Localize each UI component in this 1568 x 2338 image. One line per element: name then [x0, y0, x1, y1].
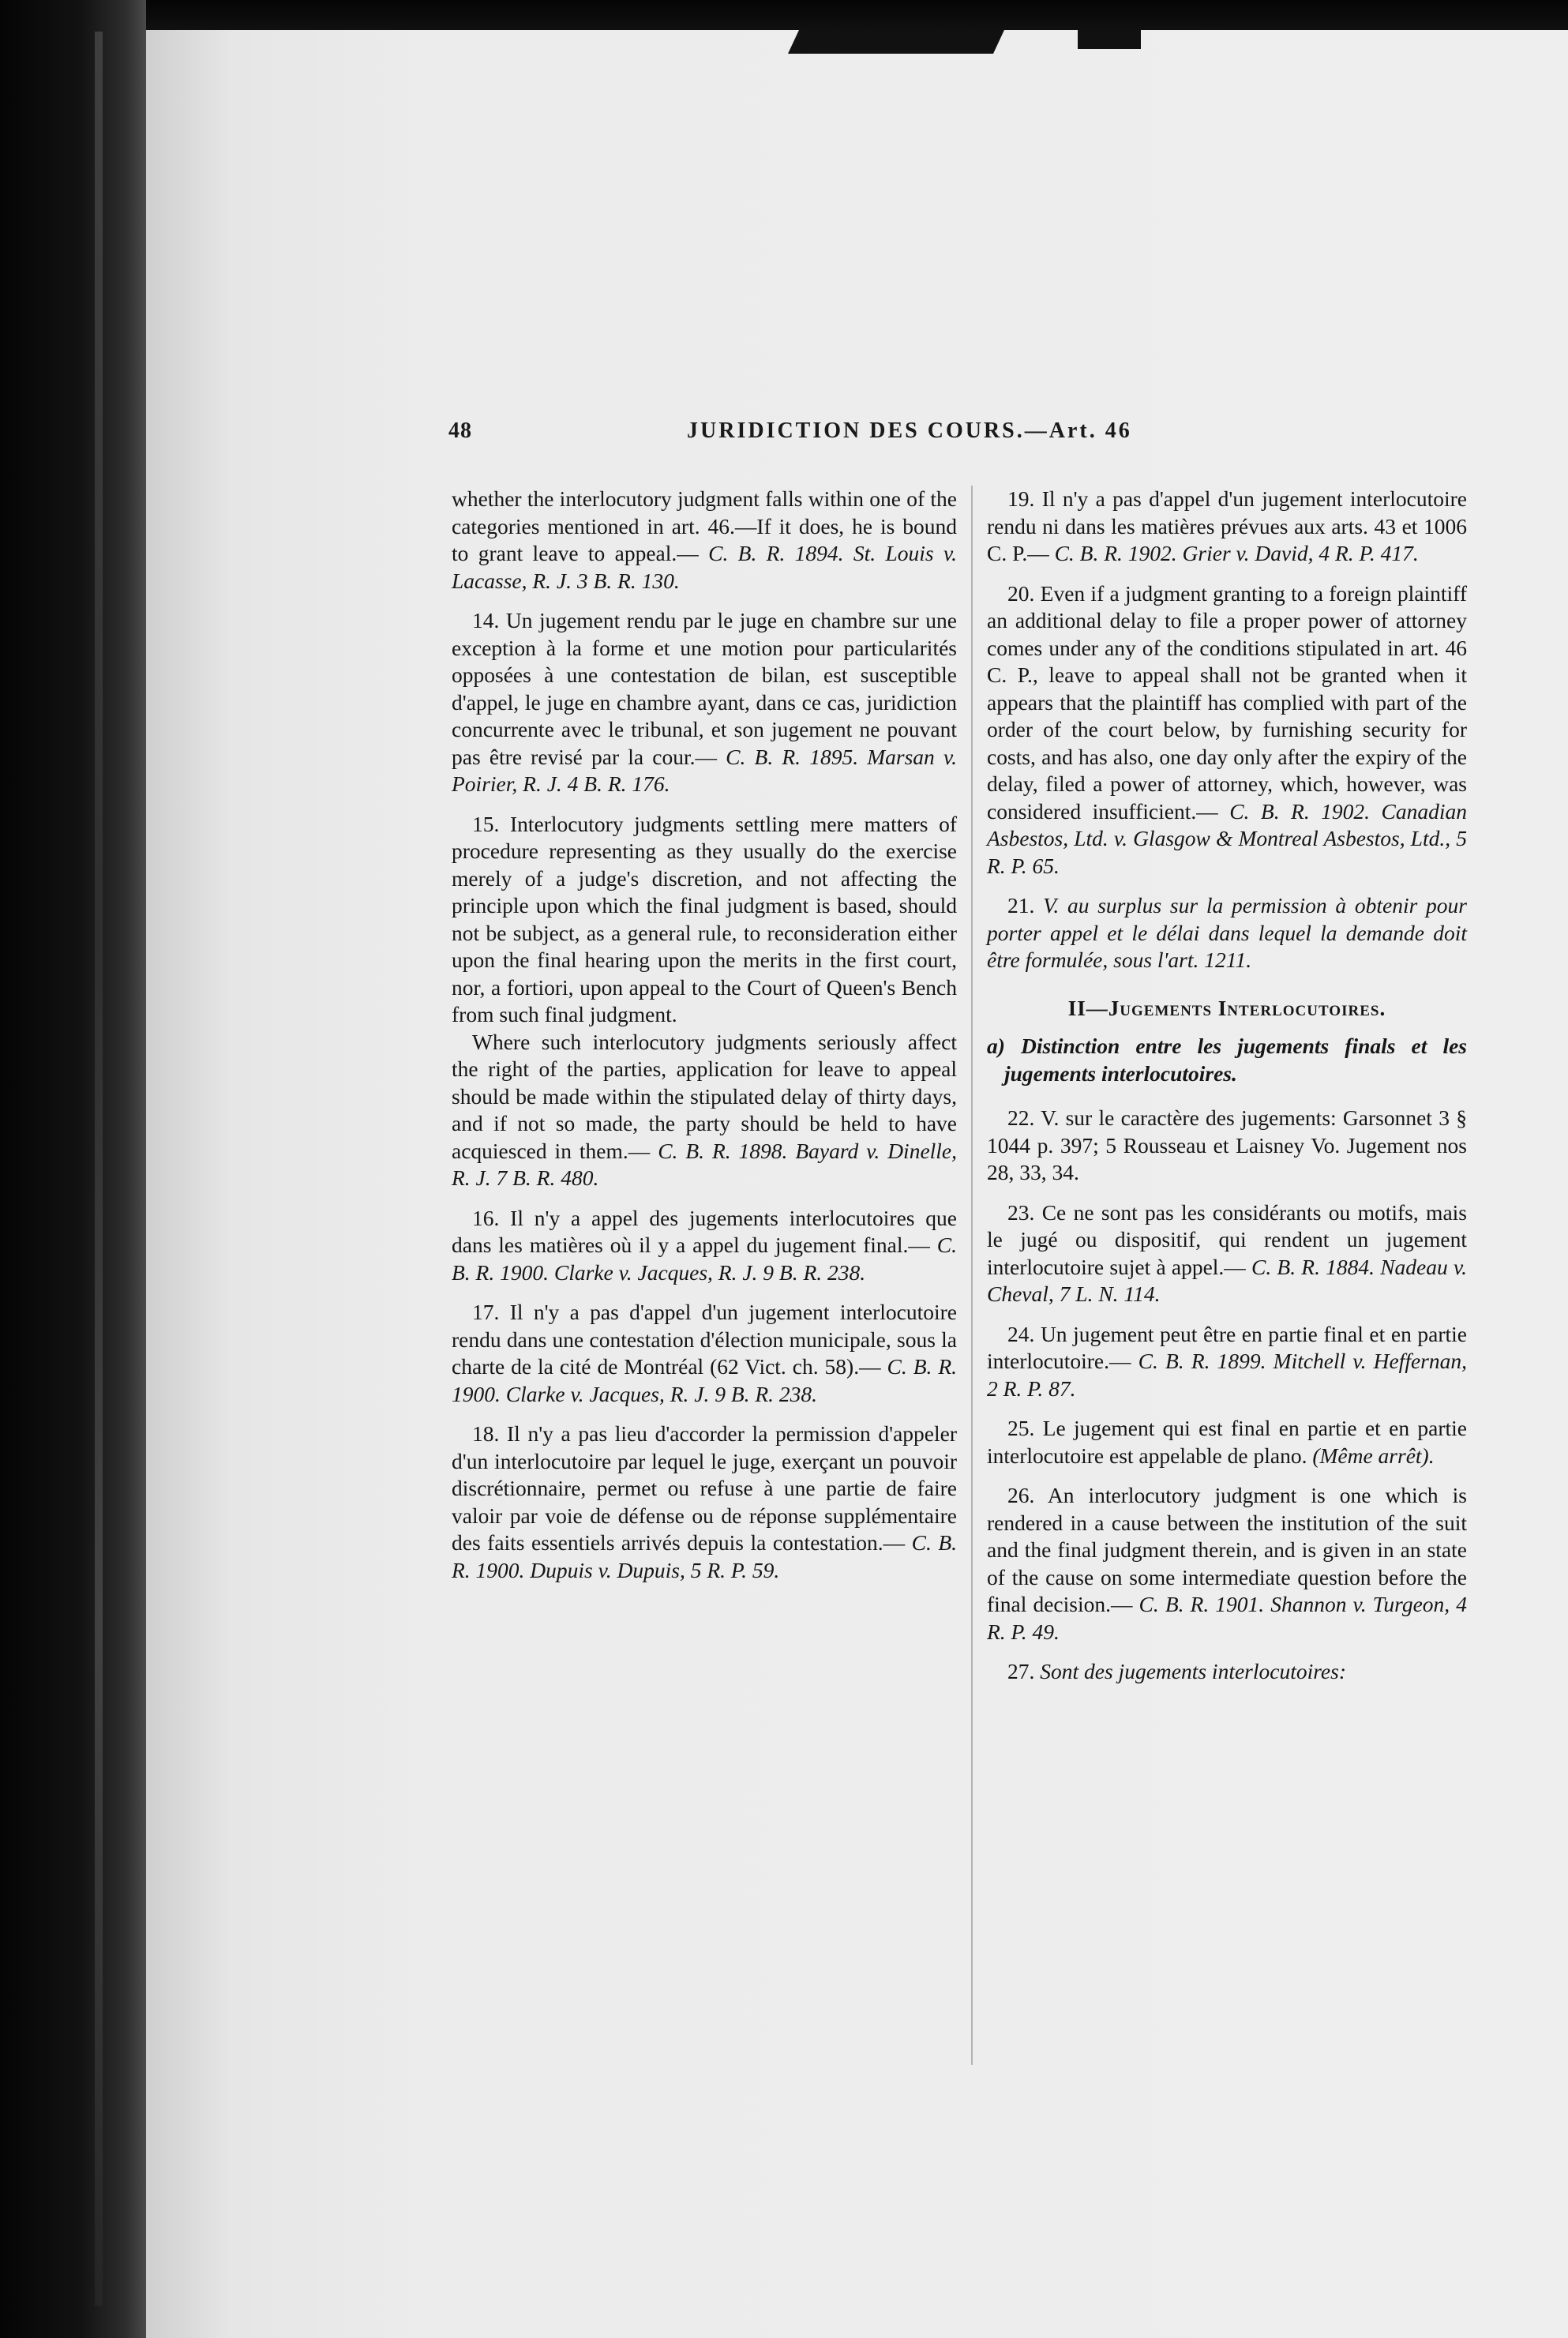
section-heading: II—Jugements Interlocutoires. [1067, 996, 1386, 1020]
citation: C. B. R. 1899. Mitchell v. Heffernan, 2 R. P. 87. [987, 1349, 1467, 1401]
scan-artifact [788, 30, 1004, 54]
citation: C. B. R. 1884. Nadeau v. Cheval, 7 L. N. 114. [987, 1254, 1467, 1306]
right-column [987, 486, 1467, 1698]
citation: C. B. R. 1900. Clarke v. Jacques, R. J. 9 B. R. 238. [452, 1354, 957, 1406]
book-binding-edge [0, 0, 146, 2338]
paragraph-19: 19. Il n'y a pas d'appel d'un jugement interlocutoire rendu ni dans les matières prévues aux arts. 43 et 1006 C. P.— C. B. R. 1902. Grier v. David, 4 R. P. 417. [987, 486, 1467, 565]
paragraph-26: 26. An interlocutory judgment is one which is rendered in a cause between the institution of the suit and the final judgment therein, and is given in an state of the cause on some intermediate question before the final decision.— C. B. R. 1901. Shannon v. Turgeon, 4 R. P. 49. [987, 1483, 1467, 1644]
binding-streak [95, 32, 103, 2306]
paragraph-15: 15. Interlocutory judgments settling mere matters of procedure representing as they usually do the exercise merely of a judge's discretion, and not affecting the principle upon which the final judgment is based, should not be subject, as a general rule, to reconsideration either upon the final hearing upon the merits in the first court, nor, a fortiori, upon appeal to the Court of Queen's Bench from such final judgment. [452, 811, 957, 1026]
running-head: JURIDICTION DES COURS.—Art. 46 [687, 418, 1132, 443]
page-number: 48 [448, 418, 472, 443]
sub-heading: a) Distinction entre les jugements finals et les jugements interlocutoires. [987, 1034, 1467, 1086]
left-column [452, 486, 957, 1597]
paragraph-14: 14. Un jugement rendu par le juge en chambre sur une exception à la forme et une motion pour particularités opposées à une contestation de bilan, est susceptible d'appel, le juge en chambre ayant, dans ce cas, juridiction concurrente avec le tribunal, et son jugement ne pouvant pas être revisé par la cour.— C. B. R. 1895. Marsan v. Poirier, R. J. 4 B. R. 176. [452, 608, 958, 796]
paragraph-27: 27. Sont des jugements interlocutoires: [1007, 1659, 1346, 1683]
paragraph-24: 24. Un jugement peut être en partie final et en partie interlocutoire.— C. B. R. 1899. Mitchell v. Heffernan, 2 R. P. 87. [987, 1321, 1467, 1401]
column-divider [971, 486, 973, 2065]
citation: C. B. R. 1902. Canadian Asbestos, Ltd. v. Glasgow & Montreal Asbestos, Ltd., 5 R. P. 65. [987, 798, 1468, 878]
citation: C. B. R. 1902. Grier v. David, 4 R. P. 417. [1054, 541, 1419, 565]
citation: C. B. R. 1898. Bayard v. Dinelle, R. J. 7 B. R. 480. [452, 1138, 958, 1190]
paragraph-20: 20. Even if a judgment granting to a foreign plaintiff an additional delay to file a proper power of attorney comes under any of the conditions stipulated in art. 46 C. P., leave to appeal shall not be granted when it appears that the plaintiff has complied with part of the order of the court below, by furnishing security for costs, and has also, one day only after the expiry of the delay, filed a power of attorney, which, however, was considered insufficient.— C. B. R. 1902. Canadian Asbestos, Ltd. v. Glasgow & Montreal Asbestos, Ltd., 5 R. P. 65. [987, 580, 1468, 878]
paragraph-22: 22. V. sur le caractère des jugements: Garsonnet 3 § 1044 p. 397; 5 Rousseau et Laisney Vo. Jugement nos 28, 33, 34. [987, 1105, 1467, 1184]
paragraph-16: 16. Il n'y a appel des jugements interlocutoires que dans les matières où il y a appel du jugement final.— C. B. R. 1900. Clarke v. Jacques, R. J. 9 B. R. 238. [452, 1205, 957, 1285]
citation: C. B. R. 1901. Shannon v. Turgeon, 4 R. P. 49. [987, 1592, 1467, 1644]
citation: C. B. R. 1895. Marsan v. Poirier, R. J. 4 B. R. 176. [452, 744, 958, 796]
citation: C. B. R. 1894. St. Louis v. Lacasse, R. J. 3 B. R. 130. [452, 541, 957, 593]
paragraph-23: 23. Ce ne sont pas les considérants ou motifs, mais le jugé ou dispositif, qui rendent un jugement interlocutoire sujet à appel.— C. B. R. 1884. Nadeau v. Cheval, 7 L. N. 114. [987, 1199, 1467, 1306]
citation: Sont des jugements interlocutoires: [1040, 1659, 1346, 1683]
citation: C. B. R. 1900. Clarke v. Jacques, R. J. 9 B. R. 238. [452, 1233, 957, 1285]
paragraph-25: 25. Le jugement qui est final en partie et en partie interlocutoire est appelable de plano. (Même arrêt). [987, 1416, 1467, 1468]
paragraph-18: 18. Il n'y a pas lieu d'accorder la permission d'appeler d'un interlocutoire par lequel le juge, exerçant un pouvoir discrétionnaire, permet ou refuse à une partie de faire valoir par voie de défense ou de réponse supplémentaire des faits essentiels arrivés depuis la contestation.— C. B. R. 1900. Dupuis v. Dupuis, 5 R. P. 59. [452, 1421, 957, 1582]
citation: V. au surplus sur la permission à obtenir pour porter appel et le délai dans lequel la demande doit être formulée, sous l'art. 1211. [987, 893, 1467, 972]
paragraph-15-b: Where such interlocutory judgments seriously affect the right of the parties, application for leave to appeal should be made within the stipulated delay of thirty days, and if not so made, the party should be held to have acquiesced in them.— C. B. R. 1898. Bayard v. Dinelle, R. J. 7 B. R. 480. [452, 1029, 958, 1190]
scan-artifact-small [1078, 30, 1141, 49]
paragraph-17: 17. Il n'y a pas d'appel d'un jugement interlocutoire rendu dans une contestation d'élection municipale, sous la charte de la cité de Montréal (62 Vict. ch. 58).— C. B. R. 1900. Clarke v. Jacques, R. J. 9 B. R. 238. [452, 1300, 957, 1406]
citation: (Même arrêt). [1312, 1443, 1435, 1468]
paragraph-21: 21. V. au surplus sur la permission à obtenir pour porter appel et le délai dans lequel la demande doit être formulée, sous l'art. 1211. [987, 893, 1467, 972]
citation: C. B. R. 1900. Dupuis v. Dupuis, 5 R. P. 59. [452, 1530, 957, 1582]
paragraph-13-cont: whether the interlocutory judgment falls within one of the categories mentioned in art. 46.—If it does, he is bound to grant leave to appeal.— C. B. R. 1894. St. Louis v. Lacasse, R. J. 3 B. R. 130. [452, 486, 957, 593]
